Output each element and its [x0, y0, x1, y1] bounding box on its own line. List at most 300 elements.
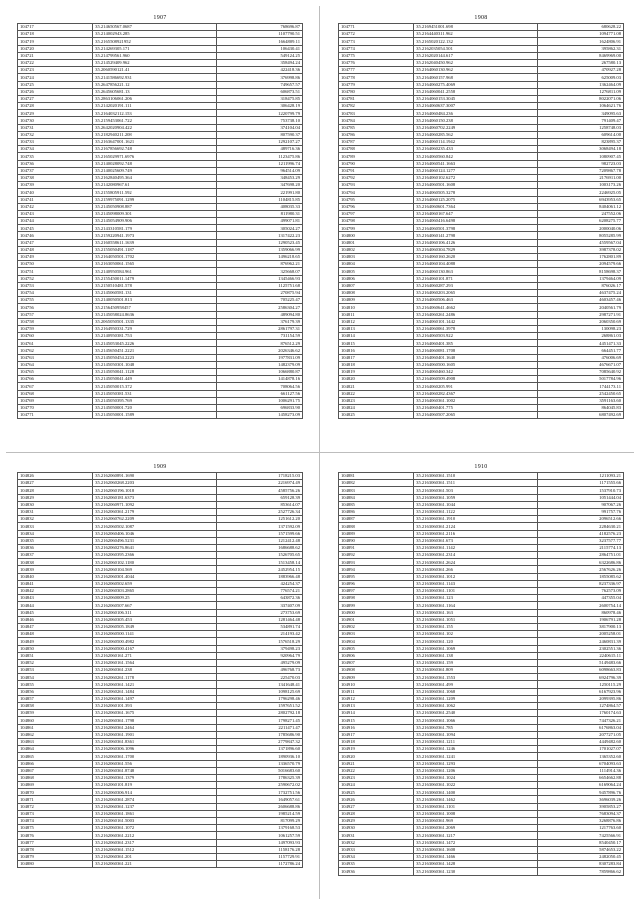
row-id-cell: 104801 — [339, 239, 414, 246]
row-amount-cell: 5874653.22 — [538, 846, 624, 853]
table-row — [18, 523, 303, 530]
row-code-cell: 35.2145058024.8636 — [93, 311, 217, 318]
row-amount-cell: 496768.73 — [217, 667, 303, 674]
row-code-cell: 35.2163060361.1012 — [414, 573, 538, 580]
row-amount-cell: 2482050.45 — [538, 853, 624, 860]
table-row — [18, 645, 303, 652]
table-row — [339, 74, 624, 81]
row-code-cell: 35.2162060361.2317 — [93, 839, 217, 846]
table-row — [339, 652, 624, 659]
horizontal-divider — [6, 452, 634, 453]
row-amount-cell: 7447326.21 — [538, 717, 624, 724]
row-amount-cell: 376179.39 — [217, 318, 303, 325]
row-amount-cell: 106430.41 — [217, 45, 303, 52]
table-row — [339, 796, 624, 803]
row-id-cell: 104769 — [18, 397, 93, 404]
table-row — [18, 609, 303, 616]
row-amount-cell: 549124.25 — [217, 52, 303, 59]
table-row — [339, 390, 624, 397]
row-id-cell: 104785 — [339, 124, 414, 131]
row-amount-cell: 625009.03 — [538, 74, 624, 81]
row-amount-cell: 1649057.61 — [217, 796, 303, 803]
row-amount-cell: 5149483.66 — [538, 659, 624, 666]
row-id-cell: 104858 — [18, 703, 93, 710]
row-id-cell: 104756 — [18, 304, 93, 311]
row-id-cell: 104907 — [339, 659, 414, 666]
row-amount-cell: 499071.81 — [217, 218, 303, 225]
row-id-cell: 104797 — [339, 210, 414, 217]
data-table — [17, 23, 303, 419]
table-row — [339, 832, 624, 839]
row-id-cell: 104808 — [339, 289, 414, 296]
row-code-cell: 35.2159453061.722 — [93, 117, 217, 124]
row-id-cell: 104935 — [339, 861, 414, 868]
row-code-cell: 35.2163060361.102 — [414, 631, 538, 638]
table-row — [339, 868, 624, 875]
row-id-cell: 104758 — [18, 318, 93, 325]
table-row — [339, 95, 624, 102]
row-code-cell: 35.2164060304.7829 — [414, 246, 538, 253]
row-id-cell: 104865 — [18, 753, 93, 760]
table-row — [339, 782, 624, 789]
row-code-cell: 35.2163060361.1293 — [414, 760, 538, 767]
row-amount-cell: 4603457.46 — [538, 297, 624, 304]
row-amount-cell: 1217763.60 — [538, 825, 624, 832]
row-amount-cell: 1796298.46 — [217, 695, 303, 702]
table-row — [18, 738, 303, 745]
row-amount-cell: 1571599.66 — [217, 530, 303, 537]
row-id-cell: 104903 — [339, 631, 414, 638]
row-code-cell: 35.2164060501.3798 — [414, 225, 538, 232]
row-amount-cell: 2460831.39 — [538, 638, 624, 645]
row-amount-cell: 1006291.75 — [217, 397, 303, 404]
row-code-cell: 35.2162060361.2179 — [93, 508, 217, 515]
row-amount-cell: 2094579.66 — [538, 261, 624, 268]
row-id-cell: 104764 — [18, 361, 93, 368]
row-amount-cell: 6169064.24 — [538, 782, 624, 789]
row-code-cell: 35.2163060361.1462 — [414, 796, 538, 803]
row-amount-cell: 2060350.69 — [538, 318, 624, 325]
row-code-cell: 35.2163060361.1206 — [414, 767, 538, 774]
table-row — [339, 667, 624, 674]
table-row — [339, 67, 624, 74]
row-code-cell: 35.2163060361.1022 — [414, 782, 538, 789]
row-amount-cell: 864045.83 — [538, 404, 624, 411]
row-id-cell: 104904 — [339, 638, 414, 645]
row-amount-cell: 1158176.28 — [217, 846, 303, 853]
row-code-cell: 35.2163060361.1211 — [414, 738, 538, 745]
row-code-cell: 35.2164060287.293 — [414, 282, 538, 289]
table-row — [18, 261, 303, 268]
row-amount-cell: 1250115.29 — [538, 681, 624, 688]
row-amount-cell: 1762801.89 — [538, 254, 624, 261]
row-code-cell: 35.2164060641.4662 — [414, 304, 538, 311]
table-row — [18, 602, 303, 609]
row-id-cell: 104864 — [18, 746, 93, 753]
table-row — [339, 361, 624, 368]
row-id-cell: 104737 — [18, 167, 93, 174]
row-id-cell: 104910 — [339, 681, 414, 688]
table-row — [339, 501, 624, 508]
row-code-cell: 35.2145050454.2223 — [93, 354, 217, 361]
row-code-cell: 35.2145050041.1128 — [93, 369, 217, 376]
row-amount-cell: 708064.56 — [217, 383, 303, 390]
row-amount-cell: 5016683.60 — [217, 767, 303, 774]
table-row — [339, 825, 624, 832]
row-code-cell: 35.2164060541.1663 — [414, 160, 538, 167]
row-id-cell: 104744 — [18, 218, 93, 225]
table-row — [339, 404, 624, 411]
table-row — [339, 81, 624, 88]
row-id-cell: 104803 — [339, 254, 414, 261]
row-id-cell: 104892 — [339, 552, 414, 559]
row-code-cell: 35.2060590121.41 — [93, 67, 217, 74]
row-amount-cell: 6807492.69 — [538, 412, 624, 419]
row-code-cell: 35.2162060303.2865 — [93, 588, 217, 595]
row-code-cell: 35.2163060361.1142 — [414, 544, 538, 551]
row-code-cell: 35.2162060261.1178 — [93, 674, 217, 681]
row-id-cell: 104878 — [18, 846, 93, 853]
row-id-cell: 104920 — [339, 753, 414, 760]
row-amount-cell: 1281464.48 — [217, 616, 303, 623]
row-code-cell: 35.2162060361.238 — [93, 667, 217, 674]
table-row — [339, 789, 624, 796]
row-amount-cell: 470927.28 — [538, 67, 624, 74]
table-row — [339, 487, 624, 494]
row-code-cell: 35.2163060361.1910 — [414, 516, 538, 523]
row-id-cell: 104798 — [339, 218, 414, 225]
row-amount-cell: 1220799.79 — [217, 110, 303, 117]
row-id-cell: 104757 — [18, 311, 93, 318]
row-amount-cell: 876962.21 — [217, 261, 303, 268]
row-amount-cell: 1276811.09 — [538, 88, 624, 95]
table-row — [339, 203, 624, 210]
row-id-cell: 104829 — [18, 494, 93, 501]
row-code-cell: 35.2145050908.887 — [93, 203, 217, 210]
table-row — [339, 681, 624, 688]
row-code-cell: 35.2164060501.1608 — [414, 182, 538, 189]
row-code-cell: 35.2156450958457 — [93, 304, 217, 311]
row-amount-cell: 643872.36 — [217, 595, 303, 602]
row-code-cell: 35.2164060401.1640 — [414, 354, 538, 361]
row-amount-cell: 1317422.23 — [217, 232, 303, 239]
row-id-cell: 104717 — [18, 24, 93, 31]
row-id-cell: 104724 — [18, 74, 93, 81]
table-row — [339, 38, 624, 45]
table-row — [18, 275, 303, 282]
row-code-cell: 35.2164060141.2798 — [414, 232, 538, 239]
row-amount-cell: 3987378.02 — [538, 246, 624, 253]
row-id-cell: 104753 — [18, 282, 93, 289]
row-amount-cell: 991757.76 — [538, 508, 624, 515]
table-row — [339, 580, 624, 587]
row-id-cell: 104888 — [339, 523, 414, 530]
row-code-cell: 35.2162060161.1564 — [93, 659, 217, 666]
table-row — [339, 724, 624, 731]
table-row — [18, 580, 303, 587]
table-row — [18, 88, 303, 95]
table-row — [18, 304, 303, 311]
row-code-cell: 35.2163060361.1472 — [414, 839, 538, 846]
table-row — [339, 516, 624, 523]
row-id-cell: 104866 — [18, 760, 93, 767]
row-code-cell: 35.2163060361.1164 — [414, 602, 538, 609]
table-row — [339, 59, 624, 66]
row-id-cell: 104794 — [339, 189, 414, 196]
row-amount-cell: 1171555.66 — [538, 480, 624, 487]
row-code-cell: 35.2162060502.659 — [93, 580, 217, 587]
table-row — [18, 494, 303, 501]
row-amount-cell: 1855085.62 — [538, 573, 624, 580]
row-code-cell: 35.2863106061.206 — [93, 95, 217, 102]
row-id-cell: 104738 — [18, 174, 93, 181]
row-code-cell: 35.2142020191.111 — [93, 103, 217, 110]
table-row — [18, 724, 303, 731]
table-row — [18, 782, 303, 789]
row-id-cell: 104856 — [18, 688, 93, 695]
row-id-cell: 104836 — [18, 544, 93, 551]
row-id-cell: 104923 — [339, 774, 414, 781]
row-amount-cell: 395862.31 — [538, 45, 624, 52]
row-code-cell: 35.2163060361.1024 — [414, 774, 538, 781]
row-amount-cell: 1496218.65 — [217, 254, 303, 261]
row-code-cell: 35.2163060361.1511 — [414, 480, 538, 487]
row-amount-cell: 495279.09 — [217, 659, 303, 666]
row-id-cell: 104729 — [18, 110, 93, 117]
row-id-cell: 104931 — [339, 832, 414, 839]
row-id-cell: 104771 — [339, 24, 414, 31]
table-row — [339, 167, 624, 174]
table-row — [339, 638, 624, 645]
row-code-cell: 35.2145050041.449 — [93, 376, 217, 383]
row-code-cell: 35.2162060361.556 — [93, 760, 217, 767]
row-code-cell: 35.2164060416.6498 — [414, 218, 538, 225]
row-code-cell: 35.2162060104.569 — [93, 566, 217, 573]
row-amount-cell: 731154.59 — [217, 333, 303, 340]
row-code-cell: 35.2162060361.221 — [93, 861, 217, 868]
row-code-cell: 35.2162060971.1092 — [93, 501, 217, 508]
row-id-cell: 104762 — [18, 347, 93, 354]
row-amount-cell: 1482379.09 — [217, 361, 303, 368]
row-code-cell: 35.2163060361.1428 — [414, 861, 538, 868]
row-code-cell: 35.2162060361.1379 — [93, 774, 217, 781]
table-row — [339, 153, 624, 160]
table-row — [18, 623, 303, 630]
table-row — [18, 774, 303, 781]
table-row — [18, 239, 303, 246]
panel-title: 1910 — [474, 464, 488, 470]
panel-title: 1907 — [153, 15, 167, 21]
row-amount-cell: 7085640.92 — [538, 369, 624, 376]
row-amount-cell: 1172786.24 — [217, 861, 303, 868]
table-row — [339, 688, 624, 695]
row-amount-cell: 1157729.91 — [217, 853, 303, 860]
table-row — [18, 110, 303, 117]
row-amount-cell: 807590.37 — [217, 131, 303, 138]
row-id-cell: 104765 — [18, 369, 93, 376]
table-row — [18, 225, 303, 232]
row-id-cell: 104876 — [18, 832, 93, 839]
table-row — [18, 703, 303, 710]
row-code-cell: 35.2164060282.4367 — [414, 390, 538, 397]
row-code-cell: 35.2162060306.1096 — [93, 746, 217, 753]
row-code-cell: 35.2162020144.617 — [414, 52, 538, 59]
row-id-cell: 104749 — [18, 254, 93, 261]
row-id-cell: 104893 — [339, 559, 414, 566]
row-amount-cell: 1977831.09 — [217, 354, 303, 361]
row-code-cell: 35.2163060361.1008 — [414, 810, 538, 817]
row-amount-cell: 1251612.20 — [217, 516, 303, 523]
row-id-cell: 104755 — [18, 297, 93, 304]
row-amount-cell: 374104.04 — [217, 124, 303, 131]
row-code-cell: 35.2163060361.1068 — [414, 688, 538, 695]
table-row — [339, 731, 624, 738]
row-amount-cell: 6924796.39 — [538, 674, 624, 681]
table-row — [18, 818, 303, 825]
row-code-cell: 35.2163060361.163 — [414, 609, 538, 616]
table-row — [339, 623, 624, 630]
row-amount-cell: 753738.10 — [217, 117, 303, 124]
table-row — [18, 153, 303, 160]
table-row — [339, 717, 624, 724]
row-amount-cell: 3268876.86 — [538, 818, 624, 825]
table-row — [339, 480, 624, 487]
table-row — [18, 566, 303, 573]
row-amount-cell: 860978.46 — [538, 609, 624, 616]
row-amount-cell: 3591163.60 — [538, 397, 624, 404]
table-row — [18, 667, 303, 674]
row-id-cell: 104862 — [18, 731, 93, 738]
table-row — [18, 182, 303, 189]
row-amount-cell: 1061257.59 — [217, 832, 303, 839]
row-id-cell: 104816 — [339, 347, 414, 354]
table-row — [18, 746, 303, 753]
row-code-cell: 35.2642020904.422 — [93, 124, 217, 131]
row-amount-cell: 3905853.27 — [538, 803, 624, 810]
row-id-cell: 104736 — [18, 160, 93, 167]
panel-title: 1908 — [474, 15, 488, 21]
row-id-cell: 104828 — [18, 487, 93, 494]
row-code-cell: 35.2162060305.453 — [93, 616, 217, 623]
row-code-cell: 35.2163060361.1066 — [414, 717, 538, 724]
table-row — [339, 710, 624, 717]
row-code-cell: 35.2162060261.1484 — [93, 688, 217, 695]
row-amount-cell: 2452954.15 — [217, 566, 303, 573]
row-amount-cell: 130098.23 — [538, 325, 624, 332]
row-amount-cell: 823895.37 — [538, 139, 624, 146]
table-row — [339, 354, 624, 361]
table-row — [339, 117, 624, 124]
table-row — [18, 139, 303, 146]
row-id-cell: 104796 — [339, 203, 414, 210]
table-row — [339, 146, 624, 153]
row-amount-cell: 6167923.96 — [538, 688, 624, 695]
row-code-cell: 35.2163060361.2069 — [414, 825, 538, 832]
row-code-cell: 35.2162060106.311 — [93, 609, 217, 616]
row-code-cell: 35.2162060361.1798 — [93, 717, 217, 724]
row-amount-cell: 1744173.11 — [538, 383, 624, 390]
table-row — [18, 268, 303, 275]
table-row — [18, 59, 303, 66]
row-amount-cell: 1290523.45 — [217, 239, 303, 246]
table-row — [339, 559, 624, 566]
row-code-cell: 35.2145050001.720 — [93, 404, 217, 411]
row-id-cell: 104928 — [339, 810, 414, 817]
row-code-cell: 35.2164060150.238 — [414, 117, 538, 124]
row-amount-cell: 907067.26 — [538, 501, 624, 508]
row-id-cell: 104746 — [18, 232, 93, 239]
row-id-cell: 104889 — [339, 530, 414, 537]
row-amount-cell: 2861797.31 — [217, 325, 303, 332]
row-id-cell: 104877 — [18, 839, 93, 846]
table-row — [18, 853, 303, 860]
row-amount-cell: 7209867.78 — [538, 167, 624, 174]
row-code-cell: 35.2163060361.1122 — [414, 508, 538, 515]
row-code-cell: 35.2140950584.961 — [93, 268, 217, 275]
row-id-cell: 104722 — [18, 59, 93, 66]
row-amount-cell: 2040561.79 — [538, 304, 624, 311]
row-id-cell: 104881 — [339, 473, 414, 480]
row-code-cell: 35.2145060581.131 — [93, 289, 217, 296]
table-row — [339, 659, 624, 666]
row-id-cell: 104915 — [339, 717, 414, 724]
table-row — [339, 347, 624, 354]
row-amount-cell: 270875.94 — [217, 289, 303, 296]
table-row — [18, 397, 303, 404]
row-code-cell: 35.214650567.0687 — [93, 24, 217, 31]
row-amount-cell: 2864751.01 — [538, 552, 624, 559]
row-code-cell: 35.2164060081.1708 — [414, 347, 538, 354]
table-row — [339, 595, 624, 602]
table-row — [18, 131, 303, 138]
table-row — [339, 254, 624, 261]
table-row — [18, 390, 303, 397]
table-row — [18, 530, 303, 537]
row-amount-cell: 1883966.48 — [217, 573, 303, 580]
table-row — [18, 210, 303, 217]
row-code-cell: 35.2164060203.2065 — [414, 289, 538, 296]
row-id-cell: 104775 — [339, 52, 414, 59]
row-amount-cell: 8022071.06 — [538, 95, 624, 102]
table-row — [18, 174, 303, 181]
row-id-cell: 104916 — [339, 724, 414, 731]
table-row — [339, 573, 624, 580]
row-code-cell: 35.2164060157.968 — [414, 74, 538, 81]
row-id-cell: 104847 — [18, 623, 93, 630]
row-code-cell: 35.2163060361.1246 — [414, 746, 538, 753]
table-row — [18, 311, 303, 318]
row-id-cell: 104751 — [18, 268, 93, 275]
row-amount-cell: 447355.04 — [538, 595, 624, 602]
row-code-cell: 35.2164060401.385 — [414, 340, 538, 347]
table-row — [339, 818, 624, 825]
table-row — [339, 311, 624, 318]
row-id-cell: 104933 — [339, 846, 414, 853]
table-row — [18, 95, 303, 102]
row-code-cell: 35.2163060361.123 — [414, 595, 538, 602]
row-amount-cell: 8307283.84 — [538, 861, 624, 868]
row-amount-cell: 1576518.29 — [217, 638, 303, 645]
row-id-cell: 104882 — [339, 480, 414, 487]
row-amount-cell: 853614.07 — [217, 501, 303, 508]
row-id-cell: 104771 — [18, 412, 93, 419]
table-row — [339, 530, 624, 537]
data-table — [338, 472, 624, 876]
row-id-cell: 104820 — [339, 376, 414, 383]
row-amount-cell: 1365352.60 — [538, 753, 624, 760]
row-id-cell: 104774 — [339, 45, 414, 52]
row-id-cell: 104721 — [18, 52, 93, 59]
